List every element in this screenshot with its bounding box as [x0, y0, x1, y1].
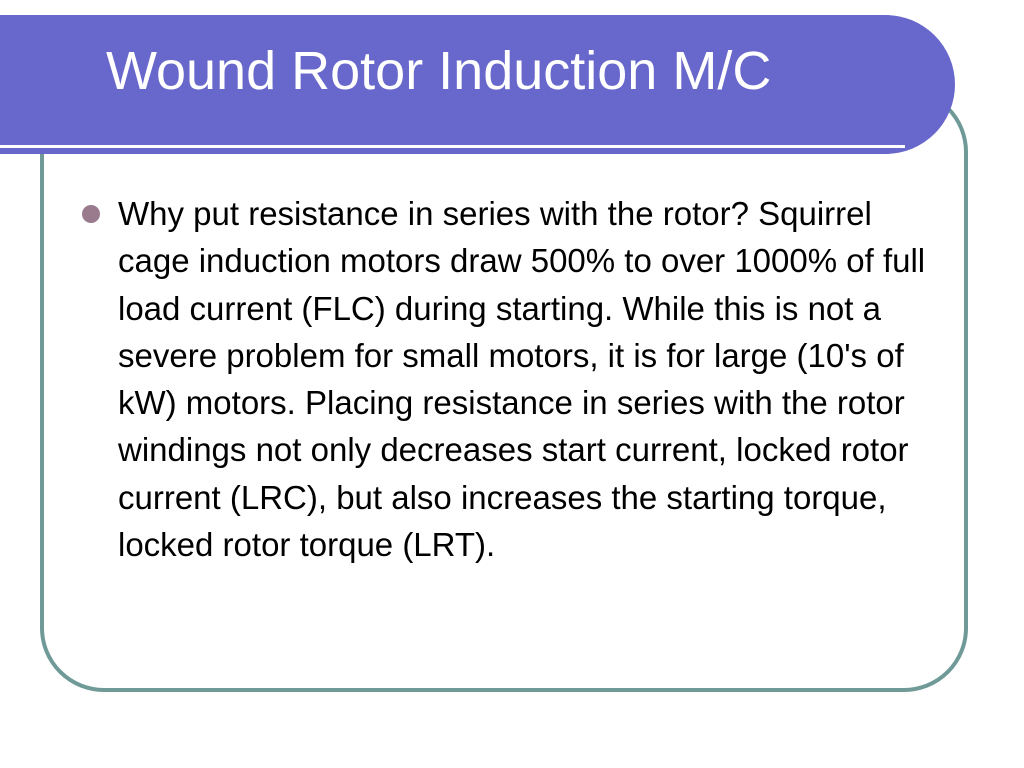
bullet-item [82, 190, 942, 568]
title-underline [0, 145, 905, 148]
bullet-text: Why put resistance in series with the rotor? Squirrel cage induction motors draw 500% to over 1000% of full load current (FLC) during starting. While this is not a severe problem for small motors, it is for large (10's of kW) motors. Placing resistance in series with the rotor windings not only decreases start current, locked rotor current (LRC), but also increases the starting torque, locked rotor torque (LRT). [118, 195, 926, 564]
slide-title: Wound Rotor Induction M/C [106, 41, 772, 101]
bullet-point-icon [82, 205, 100, 223]
bullet-list [82, 190, 942, 568]
